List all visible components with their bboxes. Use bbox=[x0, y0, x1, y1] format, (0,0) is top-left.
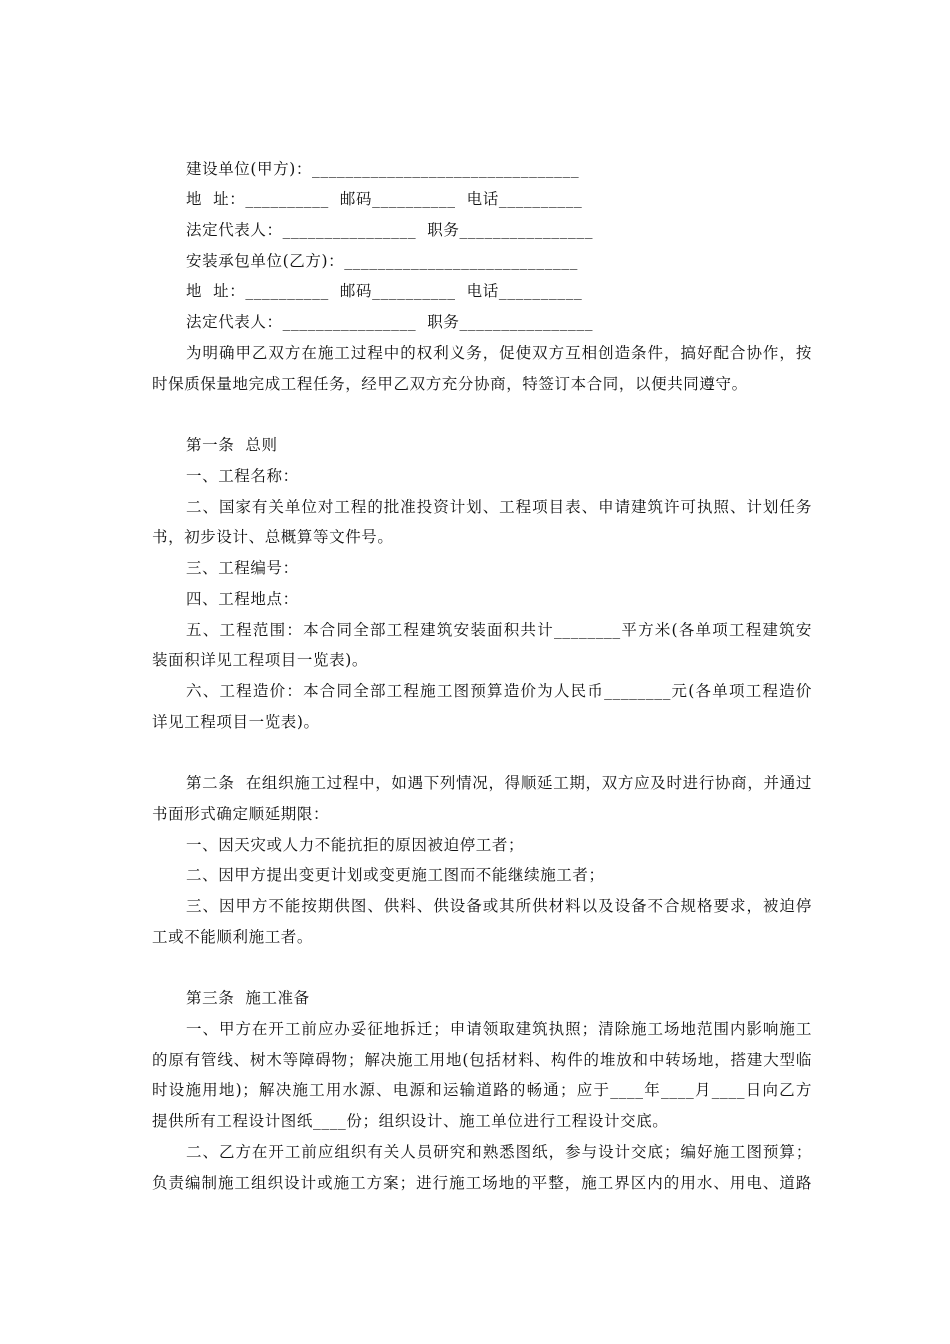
article-3-item-1-line-2: 的原有管线、树木等障碍物；解决施工用地(包括材料、构件的堆放和中转场地，搭建大型临 bbox=[152, 1051, 812, 1069]
article-3-title: 第三条 施工准备 bbox=[186, 989, 310, 1007]
article-3-item-2-line-1: 二、乙方在开工前应组织有关人员研究和熟悉图纸，参与设计交底；编好施工图预算； bbox=[186, 1143, 812, 1161]
article-1-item-4: 四、工程地点： bbox=[186, 590, 299, 608]
article-1-item-5-line-1: 五、工程范围：本合同全部工程建筑安装面积共计________平方米(各单项工程建筑安 bbox=[186, 621, 812, 639]
client-representative-line: 法定代表人：________________ 职务________________ bbox=[186, 221, 594, 239]
article-3-item-1-line-1: 一、甲方在开工前应办妥征地拆迁；申请领取建筑执照；清除施工场地范围内影响施工 bbox=[186, 1020, 812, 1038]
article-1-item-2-line-2: 书，初步设计、总概算等文件号。 bbox=[152, 528, 394, 546]
article-1-item-6-line-1: 六、工程造价：本合同全部工程施工图预算造价为人民币________元(各单项工程造价 bbox=[186, 682, 812, 700]
contractor-representative-line: 法定代表人：________________ 职务________________ bbox=[186, 313, 594, 331]
contractor-line: 安装承包单位(乙方)：____________________________ bbox=[186, 252, 578, 270]
article-1-item-5-line-2: 装面积详见工程项目一览表)。 bbox=[152, 651, 368, 669]
article-2-title-line-1: 第二条 在组织施工过程中，如遇下列情况，得顺延工期，双方应及时进行协商，并通过 bbox=[186, 774, 812, 792]
client-address-line: 地 址：__________ 邮码__________ 电话__________ bbox=[186, 190, 583, 208]
article-2-item-1: 一、因天灾或人力不能抗拒的原因被迫停工者； bbox=[186, 836, 525, 854]
article-1-item-1: 一、工程名称： bbox=[186, 467, 299, 485]
preamble-line-1: 为明确甲乙双方在施工过程中的权利义务，促使双方互相创造条件，搞好配合协作，按 bbox=[186, 344, 812, 362]
article-1-title: 第一条 总则 bbox=[186, 436, 278, 454]
contractor-address-line: 地 址：__________ 邮码__________ 电话__________ bbox=[186, 282, 583, 300]
article-1-item-3: 三、工程编号： bbox=[186, 559, 299, 577]
article-1-item-6-line-2: 详见工程项目一览表)。 bbox=[152, 713, 320, 731]
article-2-item-3-line-1: 三、因甲方不能按期供图、供料、供设备或其所供材料以及设备不合规格要求，被迫停 bbox=[186, 897, 812, 915]
article-2-title-line-2: 书面形式确定顺延期限： bbox=[152, 805, 330, 823]
client-line: 建设单位(甲方)：________________________________ bbox=[186, 160, 580, 178]
article-3-item-2-line-2: 负责编制施工组织设计或施工方案；进行施工场地的平整，施工界区内的用水、用电、道路 bbox=[152, 1174, 812, 1192]
preamble-line-2: 时保质保量地完成工程任务，经甲乙双方充分协商，特签订本合同，以便共同遵守。 bbox=[152, 375, 748, 393]
article-3-item-1-line-3: 时设施用地)；解决施工用水源、电源和运输道路的畅通；应于____年____月____日向乙方 bbox=[152, 1081, 812, 1099]
article-1-item-2-line-1: 二、国家有关单位对工程的批准投资计划、工程项目表、申请建筑许可执照、计划任务 bbox=[186, 498, 812, 516]
article-2-item-3-line-2: 工或不能顺利施工者。 bbox=[152, 928, 314, 946]
article-3-item-1-line-4: 提供所有工程设计图纸____份；组织设计、施工单位进行工程设计交底。 bbox=[152, 1112, 669, 1130]
article-2-item-2: 二、因甲方提出变更计划或变更施工图而不能继续施工者； bbox=[186, 866, 605, 884]
